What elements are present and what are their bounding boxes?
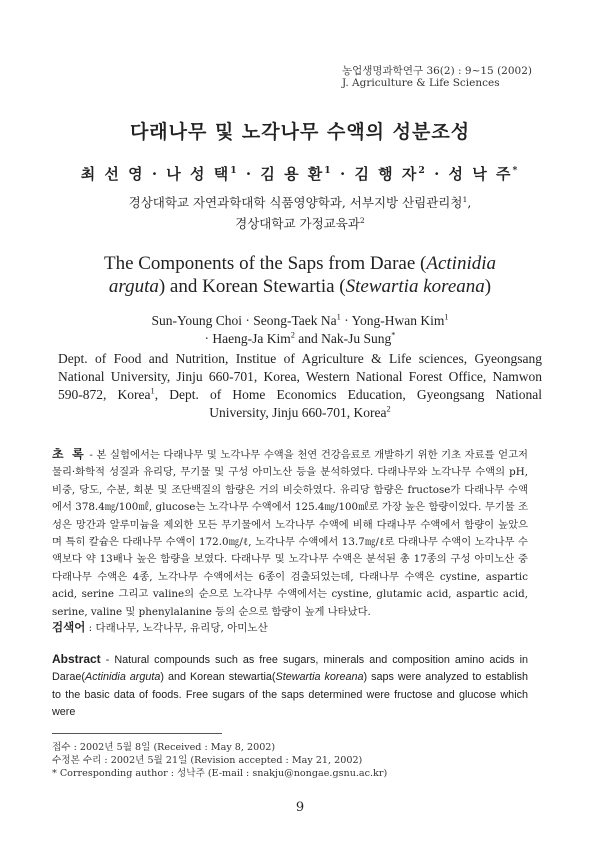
- author-sup: 2: [418, 165, 427, 176]
- affiliation-sup: 1: [150, 386, 155, 396]
- author-name: 나 성 택: [166, 165, 231, 183]
- author-separator: ·: [144, 165, 167, 183]
- author-name: Nak-Ju Sung: [321, 331, 392, 346]
- author-sup: *: [512, 165, 520, 176]
- author-separator: ·: [238, 165, 261, 183]
- journal-citation-korean: 농업생명과학연구 36(2) : 9~15 (2002): [341, 65, 532, 77]
- english-authors: [80, 312, 520, 348]
- affiliation-text: Dept. of Food and Nutrition, Institue of Agriculture & Life sciences, Gyeongsang National University, Jinju 660-701, Korea, Western National Forest Office, Namwon 590-872, Korea: [58, 351, 542, 402]
- korean-abstract-text: - 본 실험에서는 다래나무 및 노각나무 수액을 천연 건강음료로 개발하기 위한 기초 자료를 얻고저 물리·화학적 성질과 유리당, 무기물 및 구성 아미노산 등을 분석하였다. 다래나무와 노각나무 수액의 pH, 비중, 당도, 수분, 회분 및 조단백질의 함량은 거의 비슷하였다. 유리당 함량은 fructose가 다래나무 수액에서 378.4㎎/100㎖, glucose는 노각나무 수액에서 125.4㎎/100㎖로 가장 높은 함량이었다. 무기물 조성은 망간과 알루미늄을 제외한 모든 무기물에서 노각나무 수액에 비해 다래나무 수액에서 함량이 높았으며 특히 칼슘은 다래나무 수액이 172.0㎎/ℓ, 노각나무 수액에서 13.7㎎/ℓ로 다래나무 수액이 노각나무 수액보다 약 13배나 높은 함량을 보였다. 다래나무 및 노각나무 수액은 분석된 총 17종의 구성 아미노산 중 다래나무 수액은 4종, 노각나무 수액에서는 6종이 검출되었는데, 다래나무 수액은 cystine, aspartic acid, serine 그리고 valine의 순으로 노각나무 수액에서는 cystine, glutamic acid, aspartic acid, serine, valine 및 phenylalanine 등의 순으로 함량이 높게 나타났다.: [52, 449, 528, 618]
- author-separator: ·: [426, 165, 449, 183]
- affiliation-text: 경상대학교 가정교육과: [235, 216, 360, 231]
- english-affiliation: [58, 350, 542, 422]
- author-name: Sun-Young Choi: [151, 313, 242, 328]
- korean-title: 다래나무 및 노각나무 수액의 성분조성: [129, 121, 471, 143]
- title-species: Actinidia arguta: [108, 253, 497, 297]
- page-number: 9: [295, 800, 305, 815]
- title-text: ) and Korean Stewartia (: [158, 276, 346, 297]
- author-name: 김 행 자: [354, 165, 419, 183]
- species-name: Stewartia koreana: [275, 671, 364, 684]
- english-abstract-text: ) saps were analyzed to establish to the basic data of foods. Free sugars of the saps determined were fructose and glucose which were: [52, 671, 528, 719]
- author-name: Seong-Taek Na: [253, 313, 337, 328]
- footnote-received: 접수 : 2002년 5월 8일 (Received : May 8, 2002): [52, 742, 276, 753]
- english-authors-line: [80, 330, 520, 348]
- affiliation-sup: 1: [462, 194, 468, 204]
- affiliation-text: , Dept. of Home Economics Education, Gyeongsang National University, Jinju 660-701, Korea: [154, 387, 542, 420]
- korean-affiliation-line: 경상대학교 자연과학대학 식품영양학과, 서부지방 산림관리청$^1$,: [128, 194, 472, 210]
- keywords-text: : 다래나무, 노각나무, 유리당, 아미노산: [85, 622, 268, 634]
- author-separator: ·: [204, 331, 213, 346]
- english-abstract: [52, 651, 528, 722]
- title-species: Stewartia koreana: [345, 276, 485, 297]
- author-separator: ·: [332, 165, 355, 183]
- journal-citation: [342, 65, 532, 89]
- species-name: Actinidia arguta: [85, 671, 161, 684]
- author-name: 최 선 영: [80, 165, 145, 183]
- author-name: Haeng-Ja Kim: [212, 331, 291, 346]
- author-separator: ·: [340, 313, 352, 328]
- footnote-divider: [52, 733, 222, 734]
- footnotes: [52, 741, 387, 781]
- author-conjunction: and: [298, 331, 322, 346]
- author-sup: 1: [336, 312, 341, 322]
- author-sup: 1: [230, 165, 239, 176]
- english-abstract-label: Abstract: [52, 652, 101, 666]
- english-authors-line: [80, 312, 520, 330]
- title-text: ): [484, 276, 492, 297]
- korean-abstract: [52, 446, 528, 621]
- english-abstract-text: ) and Korean stewartia(: [160, 671, 276, 684]
- affiliation-sup: 2: [386, 404, 391, 414]
- author-name: 김 용 환: [260, 165, 325, 183]
- author-sup: 1: [324, 165, 333, 176]
- footnote-revised: 수정본 수리 : 2002년 5월 21일 (Revision accepted : May 21, 2002): [52, 755, 363, 767]
- author-separator: ·: [242, 313, 254, 328]
- affiliation-sup: 2: [359, 215, 365, 225]
- author-sup: 1: [444, 312, 449, 322]
- footnote-corresponding: * Corresponding author : 성낙주 (E-mail : snakju@nongae.gsnu.ac.kr): [52, 768, 388, 780]
- korean-affiliation: [60, 192, 540, 234]
- keywords: [52, 619, 528, 635]
- korean-abstract-label: 초 록: [52, 447, 86, 461]
- author-sup: *: [391, 330, 396, 340]
- english-title: [80, 252, 520, 298]
- author-name: 성 낙 주: [448, 165, 513, 183]
- journal-citation-english: J. Agriculture & Life Sciences: [341, 77, 500, 89]
- title-text: The Components of the Saps from Darae (: [103, 253, 427, 274]
- affiliation-text: 경상대학교 자연과학대학 식품영양학과, 서부지방 산림관리청: [128, 195, 463, 210]
- english-abstract-text: - Natural compounds such as free sugars, minerals and composition amino acids in Darae(: [52, 654, 528, 684]
- author-sup: 2: [290, 330, 295, 340]
- author-name: Yong-Hwan Kim: [351, 313, 445, 328]
- korean-authors: [0, 163, 600, 184]
- korean-affiliation-line: [60, 213, 540, 234]
- keywords-label: 검색어: [52, 620, 86, 634]
